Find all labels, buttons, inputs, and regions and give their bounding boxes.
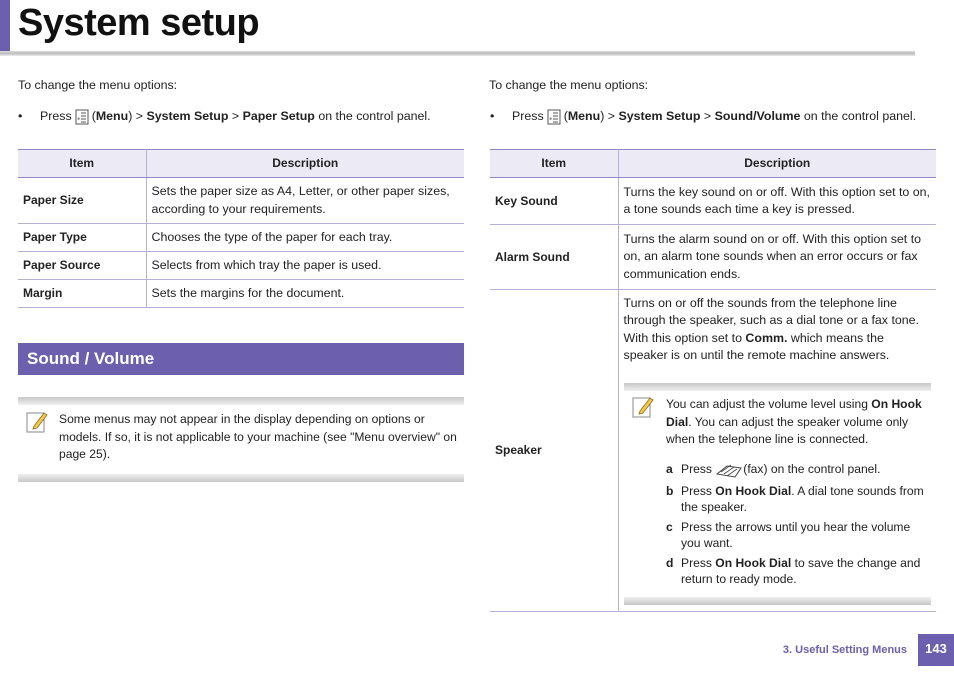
page-number-badge: 143 — [918, 634, 954, 666]
table-header-row — [490, 150, 936, 178]
description-cell: Selects from which tray the paper is used. — [146, 252, 464, 280]
item-cell: Margin — [18, 280, 146, 308]
title-accent-bar — [0, 0, 10, 52]
table-row — [18, 252, 464, 280]
fax-icon — [715, 461, 743, 479]
intro-text: To change the menu options: — [489, 78, 649, 92]
description-cell: Sets the paper size as A4, Letter, or other paper sizes, according to your requirements. — [146, 178, 464, 224]
item-cell: Paper Type — [18, 224, 146, 252]
note-box — [18, 397, 464, 482]
paper-setup-table — [18, 149, 464, 308]
speaker-note-box — [624, 383, 931, 605]
menu-icon — [75, 109, 89, 125]
item-cell: Speaker — [490, 290, 618, 612]
table-header-row — [18, 150, 464, 178]
description-cell: Turns on or off the sounds from the telephone line through the speaker, such as a dial tone or a fax tone. With this option set to Comm. which means the speaker is on until the remote machine answers. — [618, 290, 936, 612]
description-cell: Turns the key sound on or off. With this option set to on, a tone sounds each time a key is pressed. — [618, 178, 936, 225]
instruction-bullet: • Press * ( Menu ) > System Setup > Sound/Volume on the control panel. — [490, 109, 917, 124]
description-cell: Sets the margins for the document. — [146, 280, 464, 308]
svg-text:*: * — [76, 115, 81, 124]
svg-text:*: * — [548, 115, 553, 124]
col-header-description: Description — [618, 150, 936, 178]
note-pencil-icon — [26, 410, 48, 434]
table-row — [490, 225, 936, 290]
col-header-description: Description — [146, 150, 464, 178]
table-row — [18, 280, 464, 308]
col-header-item: Item — [18, 150, 146, 178]
step-a: a Press (fax) on the control panel. — [666, 461, 930, 479]
note-pencil-icon — [632, 395, 654, 419]
description-cell: Turns the alarm sound on or off. With this option set to on, an alarm tone sounds when an error occurs or fax communication ends. — [618, 225, 936, 290]
steps-list — [666, 461, 930, 591]
speaker-note-text: You can adjust the volume level using On Hook Dial. You can adjust the speaker volume only when the telephone line is connected. — [666, 397, 922, 447]
page-title: System setup — [18, 2, 260, 44]
item-cell: Alarm Sound — [490, 225, 618, 290]
note-text: Some menus may not appear in the display depending on options or models. If so, it is not applicable to your machine (see "Menu overview" on page 25). — [59, 412, 457, 462]
table-row — [490, 178, 936, 225]
table-row — [18, 178, 464, 224]
section-heading-sound-volume: Sound / Volume — [18, 343, 464, 375]
menu-icon — [547, 109, 561, 125]
description-cell: Chooses the type of the paper for each tray. — [146, 224, 464, 252]
item-cell: Paper Size — [18, 178, 146, 224]
col-header-item: Item — [490, 150, 618, 178]
item-cell: Paper Source — [18, 252, 146, 280]
table-row — [18, 224, 464, 252]
intro-text: To change the menu options: — [18, 78, 178, 92]
step-c: c Press the arrows until you hear the volume you want. — [666, 520, 911, 550]
footer-chapter-label: 3. Useful Setting Menus — [782, 644, 907, 656]
title-rule — [0, 51, 915, 56]
step-b: b Press On Hook Dial. A dial tone sounds from the speaker. — [666, 484, 924, 514]
item-cell: Key Sound — [490, 178, 618, 225]
step-d: d Press On Hook Dial to save the change and return to ready mode. — [666, 556, 921, 586]
instruction-bullet: • Press * ( Menu ) > System Setup > Paper Setup on the control panel. — [18, 109, 431, 124]
